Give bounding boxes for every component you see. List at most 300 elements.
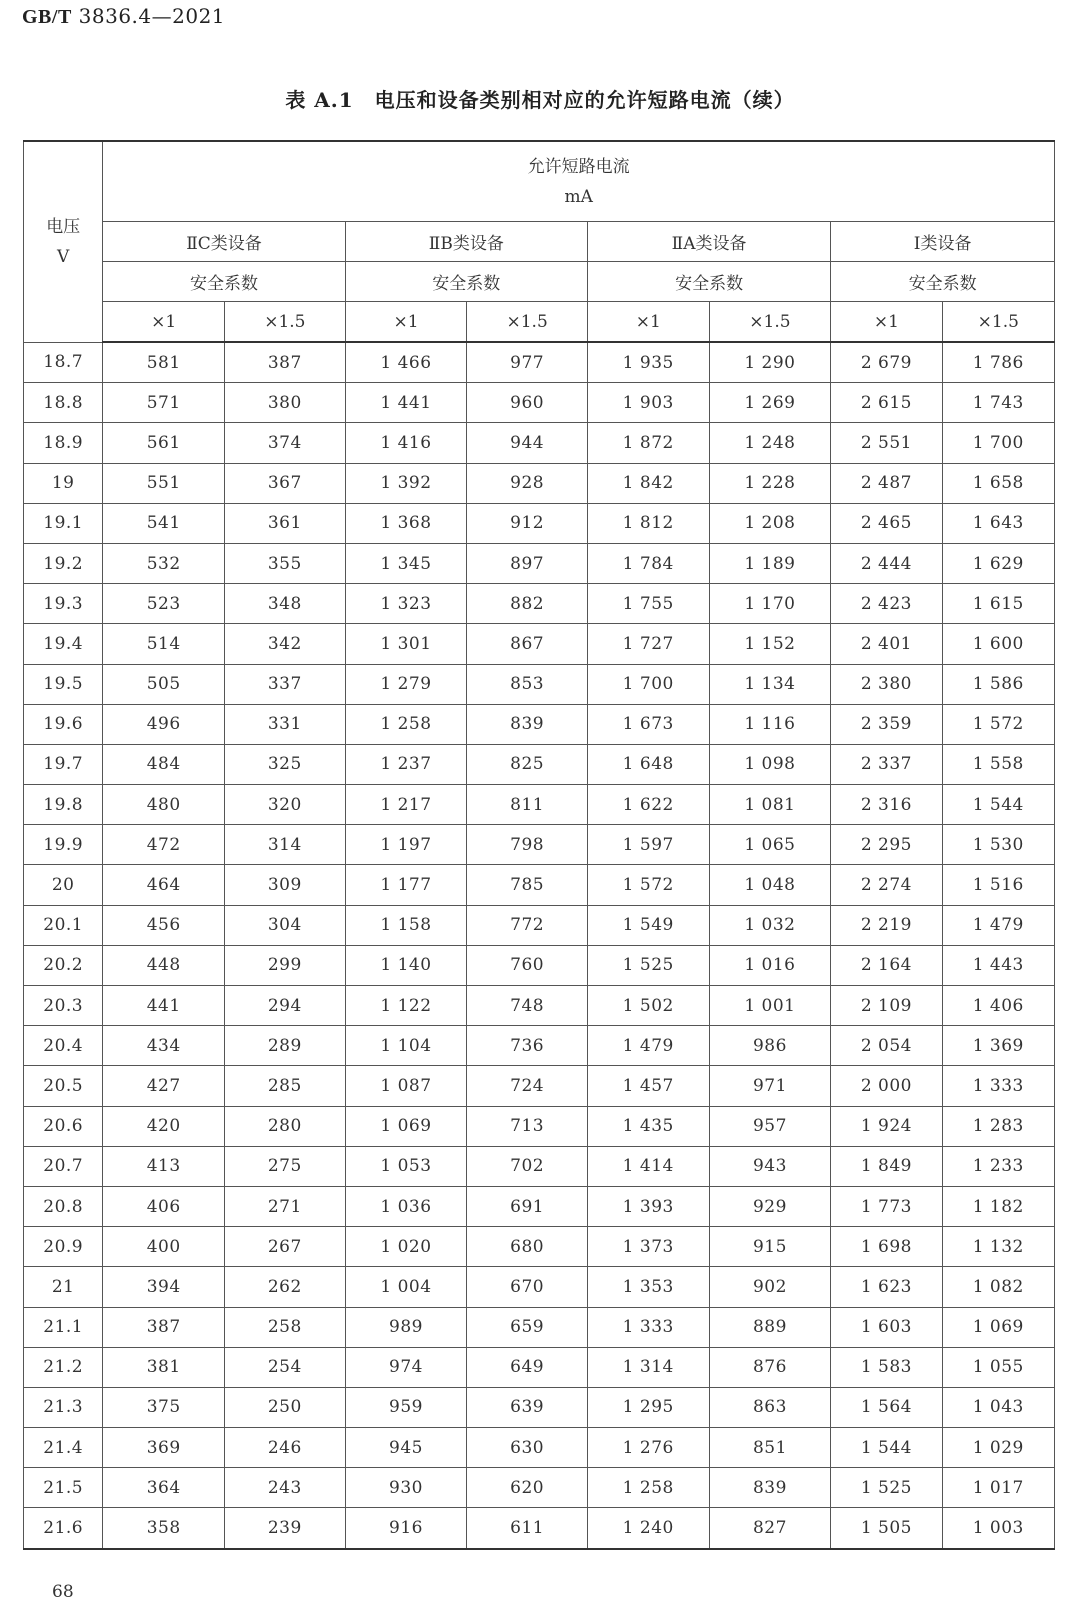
current-value-cell: 375 <box>103 1387 225 1427</box>
standard-code: GB/T <box>22 6 72 28</box>
voltage-cell: 21.2 <box>24 1347 103 1387</box>
current-value-cell: 760 <box>467 945 588 985</box>
current-value-cell: 325 <box>225 744 346 784</box>
current-value-cell: 1 441 <box>345 383 467 423</box>
group-header-iic: ⅡC类设备 <box>103 222 345 262</box>
voltage-cell: 19.3 <box>24 584 103 624</box>
table-row <box>24 1387 1055 1427</box>
current-value-cell: 246 <box>225 1428 346 1468</box>
current-value-cell: 944 <box>467 423 588 463</box>
current-value-cell: 1 290 <box>709 342 831 383</box>
current-value-cell: 250 <box>225 1387 346 1427</box>
current-value-cell: 271 <box>225 1186 346 1226</box>
current-value-cell: 2 337 <box>831 744 942 784</box>
current-value-cell: 1 036 <box>345 1186 467 1226</box>
current-value-cell: 1 208 <box>709 503 831 543</box>
current-value-cell: 959 <box>345 1387 467 1427</box>
group-header-iib: ⅡB类设备 <box>345 222 587 262</box>
voltage-cell: 21.4 <box>24 1428 103 1468</box>
safety-factor-header: 安全系数 <box>831 262 1055 302</box>
current-value-cell: 1 345 <box>345 543 467 583</box>
current-value-cell: 1 743 <box>942 383 1054 423</box>
current-value-cell: 1 812 <box>587 503 709 543</box>
current-value-cell: 915 <box>709 1227 831 1267</box>
voltage-cell: 20.1 <box>24 905 103 945</box>
current-value-cell: 254 <box>225 1347 346 1387</box>
current-value-cell: 1 177 <box>345 865 467 905</box>
voltage-cell: 20 <box>24 865 103 905</box>
current-value-cell: 355 <box>225 543 346 583</box>
current-value-cell: 243 <box>225 1468 346 1508</box>
current-value-cell: 1 314 <box>587 1347 709 1387</box>
current-value-cell: 427 <box>103 1066 225 1106</box>
current-value-cell: 571 <box>103 383 225 423</box>
current-value-cell: 1 197 <box>345 825 467 865</box>
current-value-cell: 1 505 <box>831 1508 942 1549</box>
current-value-cell: 280 <box>225 1106 346 1146</box>
current-value-cell: 358 <box>103 1508 225 1549</box>
current-value-cell: 930 <box>345 1468 467 1508</box>
current-value-cell: 1 615 <box>942 584 1054 624</box>
current-value-cell: 434 <box>103 1026 225 1066</box>
voltage-cell: 20.3 <box>24 986 103 1026</box>
factor-x1-header: ×1 <box>831 302 942 343</box>
current-value-cell: 1 784 <box>587 543 709 583</box>
current-value-cell: 691 <box>467 1186 588 1226</box>
current-value-cell: 1 516 <box>942 865 1054 905</box>
factor-x1-header: ×1 <box>345 302 467 343</box>
voltage-cell: 18.9 <box>24 423 103 463</box>
table-row <box>24 905 1055 945</box>
current-value-cell: 736 <box>467 1026 588 1066</box>
current-value-cell: 2 444 <box>831 543 942 583</box>
current-value-cell: 670 <box>467 1267 588 1307</box>
current-value-cell: 1 373 <box>587 1227 709 1267</box>
voltage-cell: 20.8 <box>24 1186 103 1226</box>
voltage-label: 电压 <box>46 216 81 237</box>
voltage-cell: 19.4 <box>24 624 103 664</box>
current-value-cell: 1 237 <box>345 744 467 784</box>
current-value-cell: 1 020 <box>345 1227 467 1267</box>
current-value-cell: 472 <box>103 825 225 865</box>
current-value-cell: 2 679 <box>831 342 942 383</box>
current-value-cell: 1 700 <box>942 423 1054 463</box>
current-value-cell: 1 082 <box>942 1267 1054 1307</box>
table-row <box>24 1347 1055 1387</box>
current-value-cell: 2 401 <box>831 624 942 664</box>
standard-header <box>22 4 225 29</box>
current-value-cell: 1 368 <box>345 503 467 543</box>
safety-factor-header: 安全系数 <box>345 262 587 302</box>
current-value-cell: 239 <box>225 1508 346 1549</box>
current-value-cell: 1 189 <box>709 543 831 583</box>
current-value-cell: 1 140 <box>345 945 467 985</box>
current-label: 允许短路电流 <box>527 156 630 177</box>
current-value-cell: 863 <box>709 1387 831 1427</box>
current-value-cell: 413 <box>103 1146 225 1186</box>
current-value-cell: 929 <box>709 1186 831 1226</box>
current-value-cell: 1 849 <box>831 1146 942 1186</box>
current-value-cell: 262 <box>225 1267 346 1307</box>
current-value-cell: 1 279 <box>345 664 467 704</box>
current-value-cell: 1 698 <box>831 1227 942 1267</box>
current-value-cell: 2 465 <box>831 503 942 543</box>
current-value-cell: 630 <box>467 1428 588 1468</box>
current-value-cell: 1 116 <box>709 704 831 744</box>
current-value-cell: 1 055 <box>942 1347 1054 1387</box>
current-value-cell: 394 <box>103 1267 225 1307</box>
table-row <box>24 1267 1055 1307</box>
voltage-cell: 19 <box>24 463 103 503</box>
current-value-cell: 581 <box>103 342 225 383</box>
table-row <box>24 1508 1055 1549</box>
current-value-cell: 420 <box>103 1106 225 1146</box>
voltage-cell: 19.8 <box>24 785 103 825</box>
current-value-cell: 1 600 <box>942 624 1054 664</box>
current-value-cell: 1 104 <box>345 1026 467 1066</box>
table-row <box>24 342 1055 383</box>
table-row <box>24 865 1055 905</box>
current-value-cell: 1 333 <box>942 1066 1054 1106</box>
current-value-cell: 798 <box>467 825 588 865</box>
table-row <box>24 1066 1055 1106</box>
table-row <box>24 503 1055 543</box>
current-value-cell: 1 233 <box>942 1146 1054 1186</box>
current-value-cell: 496 <box>103 704 225 744</box>
current-value-cell: 1 295 <box>587 1387 709 1427</box>
voltage-cell: 19.7 <box>24 744 103 784</box>
current-value-cell: 441 <box>103 986 225 1026</box>
current-value-cell: 348 <box>225 584 346 624</box>
current-value-cell: 2 295 <box>831 825 942 865</box>
current-value-cell: 1 727 <box>587 624 709 664</box>
current-value-cell: 523 <box>103 584 225 624</box>
current-value-cell: 1 414 <box>587 1146 709 1186</box>
current-value-cell: 853 <box>467 664 588 704</box>
voltage-cell: 21 <box>24 1267 103 1307</box>
voltage-cell: 19.9 <box>24 825 103 865</box>
current-value-cell: 1 043 <box>942 1387 1054 1427</box>
voltage-unit: V <box>57 246 70 267</box>
current-value-cell: 1 525 <box>587 945 709 985</box>
current-value-cell: 902 <box>709 1267 831 1307</box>
current-value-cell: 1 276 <box>587 1428 709 1468</box>
current-value-cell: 943 <box>709 1146 831 1186</box>
current-value-cell: 1 673 <box>587 704 709 744</box>
current-value-cell: 1 087 <box>345 1066 467 1106</box>
table-row <box>24 383 1055 423</box>
current-value-cell: 1 081 <box>709 785 831 825</box>
current-value-cell: 267 <box>225 1227 346 1267</box>
current-value-cell: 811 <box>467 785 588 825</box>
current-value-cell: 1 530 <box>942 825 1054 865</box>
current-value-cell: 2 219 <box>831 905 942 945</box>
current-value-cell: 928 <box>467 463 588 503</box>
current-value-cell: 1 152 <box>709 624 831 664</box>
table-row <box>24 463 1055 503</box>
current-value-cell: 1 786 <box>942 342 1054 383</box>
table-row <box>24 664 1055 704</box>
current-value-cell: 299 <box>225 945 346 985</box>
current-value-cell: 912 <box>467 503 588 543</box>
current-value-cell: 1 603 <box>831 1307 942 1347</box>
current-value-cell: 309 <box>225 865 346 905</box>
current-value-cell: 1 406 <box>942 986 1054 1026</box>
current-value-cell: 314 <box>225 825 346 865</box>
current-value-cell: 1 558 <box>942 744 1054 784</box>
current-value-cell: 1 301 <box>345 624 467 664</box>
current-value-cell: 1 842 <box>587 463 709 503</box>
current-value-cell: 1 544 <box>831 1428 942 1468</box>
current-value-cell: 1 443 <box>942 945 1054 985</box>
current-value-cell: 304 <box>225 905 346 945</box>
current-value-cell: 1 048 <box>709 865 831 905</box>
voltage-cell: 21.6 <box>24 1508 103 1549</box>
current-value-cell: 464 <box>103 865 225 905</box>
voltage-cell: 20.6 <box>24 1106 103 1146</box>
current-value-cell: 1 572 <box>942 704 1054 744</box>
voltage-cell: 18.8 <box>24 383 103 423</box>
table-body <box>24 342 1055 1549</box>
current-value-cell: 772 <box>467 905 588 945</box>
current-value-cell: 551 <box>103 463 225 503</box>
current-value-cell: 851 <box>709 1428 831 1468</box>
safety-factor-header: 安全系数 <box>103 262 345 302</box>
factor-x1.5-header: ×1.5 <box>709 302 831 343</box>
current-value-cell: 1 258 <box>345 704 467 744</box>
current-value-cell: 1 003 <box>942 1508 1054 1549</box>
table-row <box>24 584 1055 624</box>
current-value-cell: 380 <box>225 383 346 423</box>
current-value-cell: 561 <box>103 423 225 463</box>
current-value-cell: 1 353 <box>587 1267 709 1307</box>
factor-x1.5-header: ×1.5 <box>942 302 1054 343</box>
current-value-cell: 659 <box>467 1307 588 1347</box>
current-value-cell: 1 629 <box>942 543 1054 583</box>
current-value-cell: 1 544 <box>942 785 1054 825</box>
current-value-cell: 1 258 <box>587 1468 709 1508</box>
current-value-cell: 1 069 <box>345 1106 467 1146</box>
current-value-cell: 839 <box>709 1468 831 1508</box>
current-value-cell: 285 <box>225 1066 346 1106</box>
voltage-cell: 21.5 <box>24 1468 103 1508</box>
voltage-cell: 20.9 <box>24 1227 103 1267</box>
current-value-cell: 1 416 <box>345 423 467 463</box>
current-value-cell: 989 <box>345 1307 467 1347</box>
current-value-cell: 1 283 <box>942 1106 1054 1146</box>
table-row <box>24 945 1055 985</box>
current-value-cell: 1 004 <box>345 1267 467 1307</box>
current-value-cell: 484 <box>103 744 225 784</box>
current-value-cell: 258 <box>225 1307 346 1347</box>
current-unit: mA <box>564 186 593 207</box>
current-value-cell: 748 <box>467 986 588 1026</box>
current-value-cell: 1 134 <box>709 664 831 704</box>
current-value-cell: 2 164 <box>831 945 942 985</box>
current-value-cell: 448 <box>103 945 225 985</box>
current-value-cell: 2 000 <box>831 1066 942 1106</box>
current-value-cell: 1 525 <box>831 1468 942 1508</box>
current-value-cell: 364 <box>103 1468 225 1508</box>
current-value-cell: 825 <box>467 744 588 784</box>
current-value-cell: 1 065 <box>709 825 831 865</box>
factor-x1-header: ×1 <box>587 302 709 343</box>
current-value-cell: 916 <box>345 1508 467 1549</box>
current-value-cell: 1 369 <box>942 1026 1054 1066</box>
table-row <box>24 1026 1055 1066</box>
voltage-cell: 21.3 <box>24 1387 103 1427</box>
current-value-cell: 374 <box>225 423 346 463</box>
current-value-cell: 480 <box>103 785 225 825</box>
factor-x1-header: ×1 <box>103 302 225 343</box>
current-value-cell: 2 487 <box>831 463 942 503</box>
current-value-cell: 387 <box>103 1307 225 1347</box>
current-value-cell: 1 622 <box>587 785 709 825</box>
voltage-cell: 21.1 <box>24 1307 103 1347</box>
current-value-cell: 974 <box>345 1347 467 1387</box>
current-value-cell: 1 572 <box>587 865 709 905</box>
table-row <box>24 543 1055 583</box>
current-value-cell: 505 <box>103 664 225 704</box>
current-value-cell: 1 479 <box>587 1026 709 1066</box>
current-value-cell: 387 <box>225 342 346 383</box>
current-value-cell: 1 457 <box>587 1066 709 1106</box>
current-value-cell: 1 755 <box>587 584 709 624</box>
current-value-cell: 342 <box>225 624 346 664</box>
voltage-cell: 19.1 <box>24 503 103 543</box>
current-value-cell: 2 316 <box>831 785 942 825</box>
table-row <box>24 1307 1055 1347</box>
table-row <box>24 1106 1055 1146</box>
current-value-cell: 1 240 <box>587 1508 709 1549</box>
current-value-cell: 945 <box>345 1428 467 1468</box>
current-value-cell: 1 182 <box>942 1186 1054 1226</box>
current-value-cell: 1 643 <box>942 503 1054 543</box>
current-value-cell: 839 <box>467 704 588 744</box>
current-value-cell: 1 122 <box>345 986 467 1026</box>
current-value-cell: 611 <box>467 1508 588 1549</box>
current-value-cell: 1 872 <box>587 423 709 463</box>
current-value-cell: 1 098 <box>709 744 831 784</box>
current-value-cell: 1 392 <box>345 463 467 503</box>
table-row <box>24 1428 1055 1468</box>
current-value-cell: 986 <box>709 1026 831 1066</box>
current-value-cell: 456 <box>103 905 225 945</box>
current-value-cell: 897 <box>467 543 588 583</box>
current-value-cell: 1 323 <box>345 584 467 624</box>
current-value-cell: 1 170 <box>709 584 831 624</box>
current-value-cell: 876 <box>709 1347 831 1387</box>
current-value-cell: 406 <box>103 1186 225 1226</box>
current-value-cell: 1 658 <box>942 463 1054 503</box>
current-value-cell: 2 551 <box>831 423 942 463</box>
standard-number: 3836.4—2021 <box>78 4 226 28</box>
current-value-cell: 1 158 <box>345 905 467 945</box>
current-value-cell: 1 029 <box>942 1428 1054 1468</box>
factor-x1.5-header: ×1.5 <box>225 302 346 343</box>
current-value-cell: 514 <box>103 624 225 664</box>
current-value-cell: 957 <box>709 1106 831 1146</box>
voltage-header-cell <box>24 141 103 342</box>
current-value-cell: 1 069 <box>942 1307 1054 1347</box>
table-row <box>24 986 1055 1026</box>
current-value-cell: 649 <box>467 1347 588 1387</box>
current-value-cell: 960 <box>467 383 588 423</box>
current-value-cell: 369 <box>103 1428 225 1468</box>
current-value-cell: 889 <box>709 1307 831 1347</box>
current-value-cell: 639 <box>467 1387 588 1427</box>
current-value-cell: 1 479 <box>942 905 1054 945</box>
current-value-cell: 1 773 <box>831 1186 942 1226</box>
current-value-cell: 1 001 <box>709 986 831 1026</box>
current-value-cell: 1 053 <box>345 1146 467 1186</box>
group-header-iia: ⅡA类设备 <box>587 222 830 262</box>
group-header-i: Ⅰ类设备 <box>831 222 1055 262</box>
current-value-cell: 331 <box>225 704 346 744</box>
table-row <box>24 744 1055 784</box>
current-value-cell: 724 <box>467 1066 588 1106</box>
table-row <box>24 1227 1055 1267</box>
current-value-cell: 977 <box>467 342 588 383</box>
current-value-cell: 400 <box>103 1227 225 1267</box>
current-value-cell: 2 274 <box>831 865 942 905</box>
current-value-cell: 320 <box>225 785 346 825</box>
voltage-cell: 20.2 <box>24 945 103 985</box>
current-value-cell: 1 586 <box>942 664 1054 704</box>
current-value-cell: 2 109 <box>831 986 942 1026</box>
current-value-cell: 702 <box>467 1146 588 1186</box>
table-row <box>24 1146 1055 1186</box>
current-value-cell: 361 <box>225 503 346 543</box>
current-value-cell: 1 648 <box>587 744 709 784</box>
current-value-cell: 1 700 <box>587 664 709 704</box>
table-row <box>24 1186 1055 1226</box>
table-row <box>24 423 1055 463</box>
current-value-cell: 294 <box>225 986 346 1026</box>
current-value-cell: 381 <box>103 1347 225 1387</box>
current-header-cell <box>103 141 1055 222</box>
voltage-cell: 19.5 <box>24 664 103 704</box>
current-value-cell: 867 <box>467 624 588 664</box>
current-value-cell: 680 <box>467 1227 588 1267</box>
safety-factor-header: 安全系数 <box>587 262 830 302</box>
current-value-cell: 1 549 <box>587 905 709 945</box>
current-value-cell: 1 393 <box>587 1186 709 1226</box>
current-value-cell: 1 935 <box>587 342 709 383</box>
voltage-cell: 19.6 <box>24 704 103 744</box>
table-title: 表 A.1 电压和设备类别相对应的允许短路电流（续） <box>285 88 795 112</box>
current-table <box>23 140 1055 1550</box>
current-value-cell: 1 032 <box>709 905 831 945</box>
current-value-cell: 1 017 <box>942 1468 1054 1508</box>
current-value-cell: 1 502 <box>587 986 709 1026</box>
current-value-cell: 337 <box>225 664 346 704</box>
current-value-cell: 289 <box>225 1026 346 1066</box>
current-value-cell: 367 <box>225 463 346 503</box>
current-value-cell: 713 <box>467 1106 588 1146</box>
current-value-cell: 541 <box>103 503 225 543</box>
current-value-cell: 2 380 <box>831 664 942 704</box>
current-value-cell: 1 903 <box>587 383 709 423</box>
current-value-cell: 1 597 <box>587 825 709 865</box>
table-row <box>24 704 1055 744</box>
table-row <box>24 1468 1055 1508</box>
current-value-cell: 1 016 <box>709 945 831 985</box>
table-row <box>24 785 1055 825</box>
current-value-cell: 1 217 <box>345 785 467 825</box>
voltage-cell: 18.7 <box>24 342 103 383</box>
current-value-cell: 1 623 <box>831 1267 942 1307</box>
